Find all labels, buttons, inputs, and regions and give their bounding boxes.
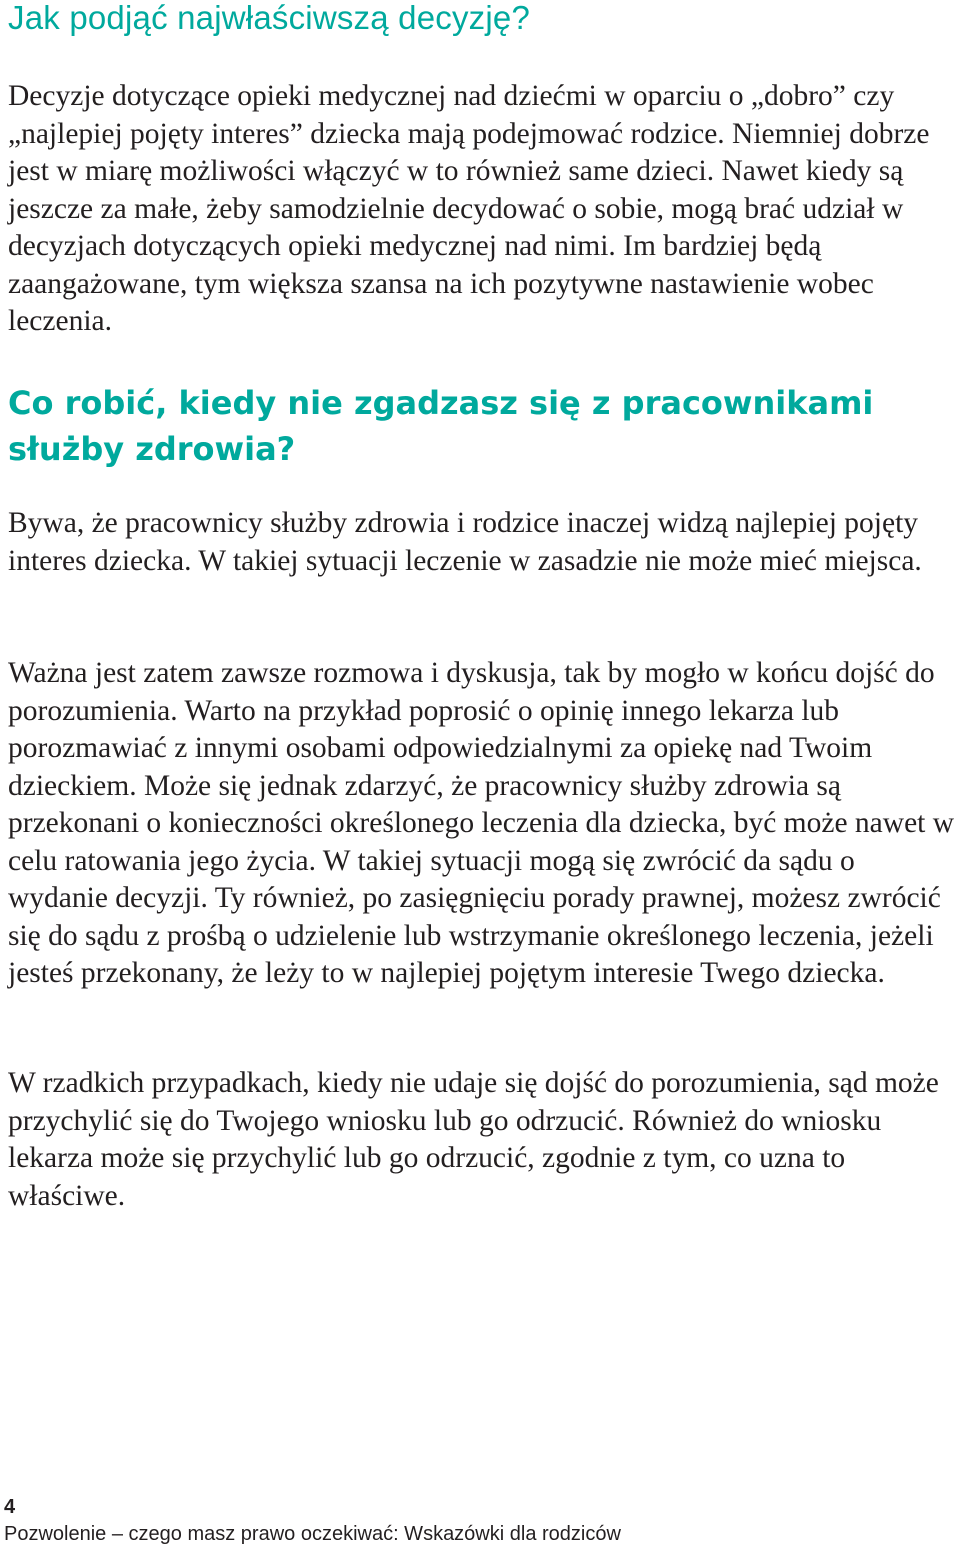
page-heading: Jak podjąć najwłaściwszą decyzję? xyxy=(8,0,531,36)
intro-paragraph: Decyzje dotyczące opieki medycznej nad dziećmi w oparciu o „dobro” czy „najlepiej pojęty interes” dziecka mają podejmować rodzice. Niemniej dobrze jest w miarę możliwości włączyć w to również same dzieci. Nawet kiedy są jeszcze za małe, żeby samodzielnie decydować o sobie, mogą brać udział w decyzjach dotyczących opieki medycznej nad nimi. Im bardziej będą zaangażowane, tym większa szansa na ich pozytywne nastawienie wobec leczenia. xyxy=(8,80,930,337)
footer-title: Pozwolenie – czego masz prawo oczekiwać: Wskazówki dla rodziców xyxy=(4,1523,621,1545)
body-paragraph-2: Ważna jest zatem zawsze rozmowa i dyskusja, tak by mogło w końcu dojść do porozumienia. Warto na przykład poprosić o opinię innego lekarza lub porozmawiać z innymi osobami odpowiedzialnymi za opiekę nad Twoim dzieckiem. Może się jednak zdarzyć, że pracownicy służby zdrowia są przekonani o konieczności określonego leczenia dla dziecka, być może nawet w celu ratowania jego życia. W takiej sytuacji mogą się zwrócić da sądu o wydanie decyzji. Ty również, po zasięgnięciu porady prawnej, możesz zwrócić się do sądu z prośbą o udzielenie lub wstrzymanie określonego leczenia, jeżeli jesteś przekonany, że leży to w najlepiej pojętym interesie Twego dziecka. xyxy=(8,657,955,989)
body-paragraph-1: Bywa, że pracownicy służby zdrowia i rodzice inaczej widzą najlepiej pojęty interes dziecka. W takiej sytuacji leczenie w zasadzie nie może mieć miejsca. xyxy=(8,507,922,577)
page-number: 4 xyxy=(4,1496,16,1518)
section-heading: Co robić, kiedy nie zgadzasz się z pracownikami służby zdrowia? xyxy=(8,384,874,468)
body-paragraph-3: W rzadkich przypadkach, kiedy nie udaje się dojść do porozumienia, sąd może przychylić się do Twojego wniosku lub go odrzucić. Również do wniosku lekarza może się przychylić lub go odrzucić, zgodnie z tym, co uzna to właściwe. xyxy=(8,1067,939,1212)
